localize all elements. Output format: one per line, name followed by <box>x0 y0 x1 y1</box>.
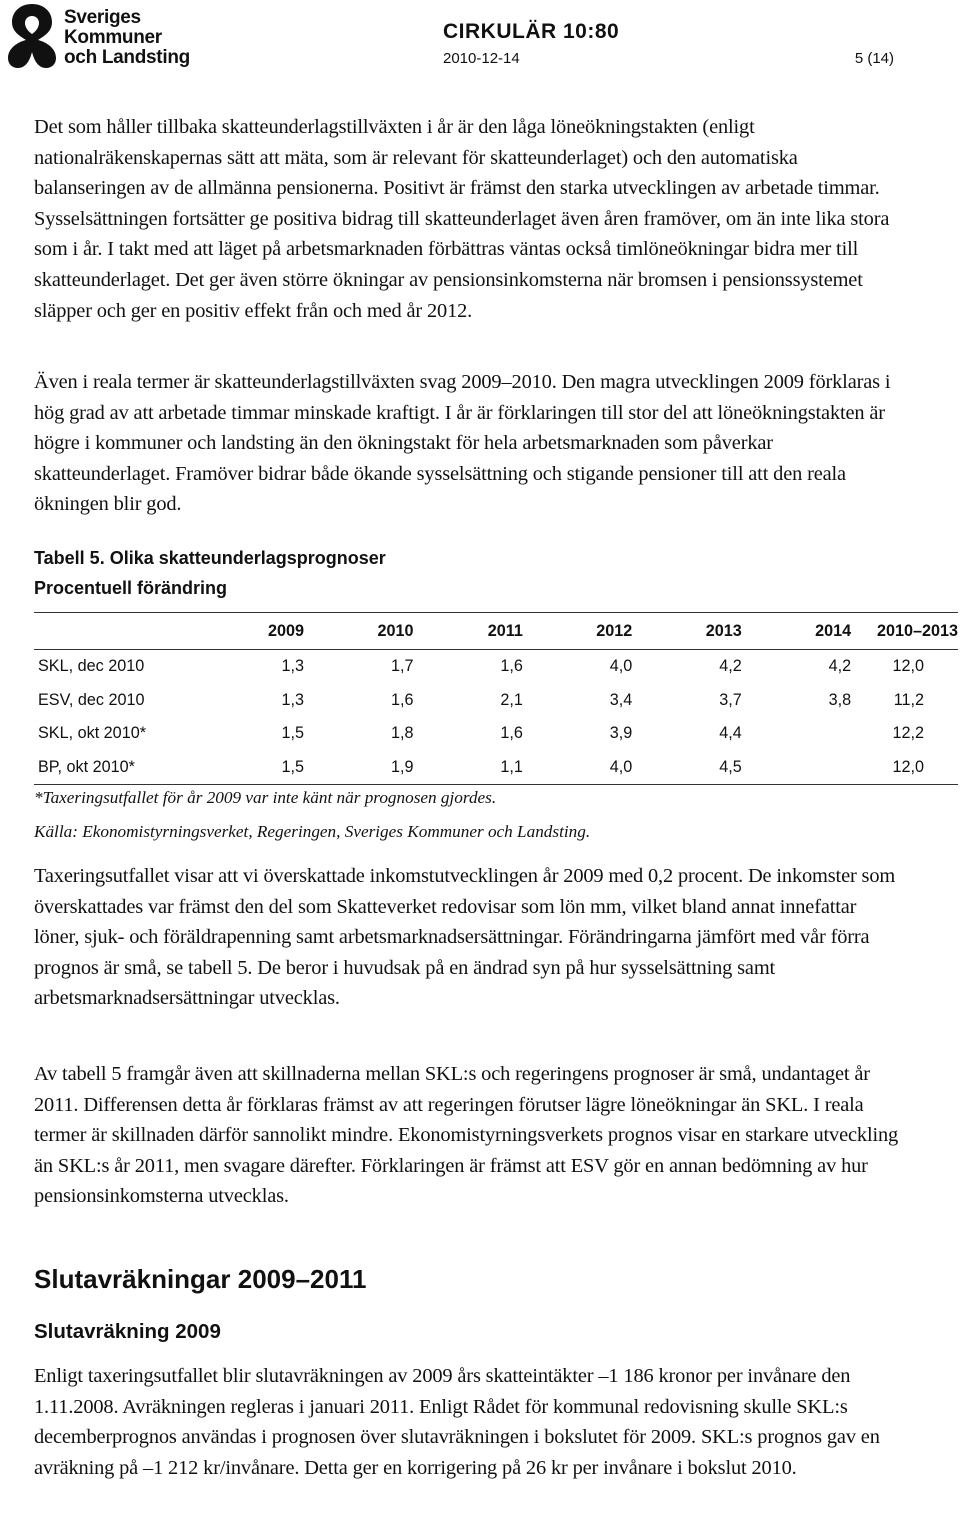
table-cell: 3,9 <box>609 724 633 743</box>
circular-title: CIRKULÄR 10:80 <box>443 20 620 43</box>
table-cell: 2,1 <box>500 690 523 709</box>
table-row <box>34 751 958 785</box>
table-cell: 1,1 <box>413 751 522 785</box>
table-cell: 1,7 <box>390 657 414 676</box>
col-header: 2013 <box>632 613 741 650</box>
table-cell: 1,5 <box>208 751 305 785</box>
table-cell: 4,0 <box>609 657 633 676</box>
table-header-blank <box>34 613 208 650</box>
row-label: BP, okt 2010* <box>34 751 208 785</box>
org-name-line-2: Kommuner <box>64 27 162 48</box>
section-heading: Slutavräkningar 2009–2011 <box>34 1264 367 1294</box>
page-number: 5 (14) <box>854 50 894 67</box>
table-cell: 1,5 <box>281 724 305 743</box>
org-name <box>64 8 190 68</box>
table-cell: 4,2 <box>828 657 852 676</box>
table-cell <box>742 717 851 751</box>
paragraph-2: Även i reala termer är skatteunderlagstillväxten svag 2009–2010. Den magra utvecklingen 2009 förklaras i hög grad av att arbetade timmar minskade kraftigt. I år är förklaringen till stor del att löneökningstakten är högre i kommuner och landsting än den ökningstakt för hela arbetsmarknaden som påverkar skatteunderlaget. Framöver bidrar både ökande sysselsättning och stigande pensioner till att den reala ökningen blir god. <box>34 371 891 516</box>
paragraph-1: Det som håller tillbaka skatteunderlagstillväxten i år är den låga löneökningstakten (enligt nationalräkenskapernas sätt att mäta, som är relevant för skatteunderlaget) och den automatiska balanseringen av de allmänna pensionerna. Positivt är främst den starka utvecklingen av arbetade timmar. Sysselsättningen fortsätter ge positiva bidrag till skatteunderlaget även åren framöver, om än inte lika stora som i år. I takt med att läget på arbetsmarknaden förbättras väntas också timlöneökningar bidra mer till skatteunderlaget. Det ger även större ökningar av pensionsinkomsterna när bromsen i pensionssystemet släpper och ger en positiv effekt från och med år 2012. <box>34 116 890 322</box>
table-row <box>34 650 958 684</box>
table-row <box>34 684 958 718</box>
table-cell: 12,0 <box>892 657 924 676</box>
table-cell: 3,4 <box>609 690 633 709</box>
table-row <box>34 717 958 751</box>
col-header: 2010–2013 <box>851 613 958 650</box>
table-cell: 1,8 <box>390 724 414 743</box>
table-source: Källa: Ekonomistyrningsverket, Regeringen, Sveriges Kommuner och Landsting. <box>34 822 591 841</box>
table-header-row <box>34 613 958 650</box>
paragraph-4: Av tabell 5 framgår även att skillnaderna mellan SKL:s och regeringens prognoser är små, undantaget år 2011. Differensen detta år förklaras främst av att regeringen förutser lägre löneökningar än SKL. I reala termer är skillnaden därför sannolikt mindre. Ekonomistyrningsverkets prognos visar en starkare utveckling än SKL:s år 2011, men svagare därefter. Förklaringen är främst att ESV gör en annan bedömning av hur pensionsinkomsterna utvecklas. <box>34 1063 899 1208</box>
table-cell: 3,8 <box>828 690 852 709</box>
table-cell: 12,0 <box>851 751 958 785</box>
table-cell: 1,9 <box>304 751 413 785</box>
subsection-heading: Slutavräkning 2009 <box>34 1320 221 1343</box>
circular-date: 2010-12-14 <box>443 50 520 67</box>
table-cell: 1,6 <box>390 690 414 709</box>
col-header: 2012 <box>523 613 632 650</box>
table-cell: 4,4 <box>719 724 742 743</box>
table-cell: 12,2 <box>892 724 924 743</box>
table-cell: 4,0 <box>523 751 632 785</box>
table-cell: 4,2 <box>719 657 742 676</box>
table-cell: 1,3 <box>281 657 305 676</box>
paragraph-5: Enligt taxeringsutfallet blir slutavräkningen av 2009 års skatteintäkter –1 186 kronor per invånare den 1.11.2008. Avräkningen regleras i januari 2011. Enligt Rådet för kommunal redovisning skulle SKL:s decemberprognos användas i prognosen över slutavräkningen i bokslutet för 2009. SKL:s prognos gav en avräkning på –1 212 kr/invånare. Detta ger en korrigering på 26 kr per invånare i bokslut 2010. <box>34 1365 880 1479</box>
table-cell: 3,7 <box>719 690 742 709</box>
table-footnote: *Taxeringsutfallet för år 2009 var inte känt när prognosen gjordes. <box>34 788 497 807</box>
org-name-line-1: Sveriges <box>64 7 141 28</box>
row-label: SKL, okt 2010* <box>38 724 146 743</box>
row-label: SKL, dec 2010 <box>38 657 145 676</box>
col-header: 2009 <box>208 613 305 650</box>
table-cell: 1,3 <box>281 690 305 709</box>
col-header: 2010 <box>304 613 413 650</box>
table-cell: 1,6 <box>500 657 523 676</box>
paragraph-3: Taxeringsutfallet visar att vi överskattade inkomstutvecklingen år 2009 med 0,2 procent. De inkomster som överskattades var främst den del som Skatteverket redovisar som lön mm, vilket bland annat innefattar löner, sjuk- och föräldrapenning samt arbetsmarknadsersättningar. Förändringarna jämfört med vår förra prognos är små, se tabell 5. De beror i huvudsak på en ändrad syn på hur sysselsättning samt arbetsmarknadsersättningar utvecklas. <box>34 865 896 1010</box>
table-subcaption: Procentuell förändring <box>34 578 228 598</box>
org-name-line-3: och Landsting <box>64 47 190 68</box>
table-cell <box>742 751 851 785</box>
col-header: 2011 <box>413 613 522 650</box>
table-cell: 11,2 <box>893 690 924 709</box>
table-caption: Tabell 5. Olika skatteunderlagsprognoser <box>34 548 386 568</box>
table-cell: 4,5 <box>632 751 741 785</box>
col-header: 2014 <box>742 613 851 650</box>
org-logo <box>4 2 190 72</box>
logo-mark-icon <box>4 2 60 70</box>
forecast-table <box>34 612 958 785</box>
table-cell: 1,6 <box>500 724 523 743</box>
row-label: ESV, dec 2010 <box>38 690 145 709</box>
